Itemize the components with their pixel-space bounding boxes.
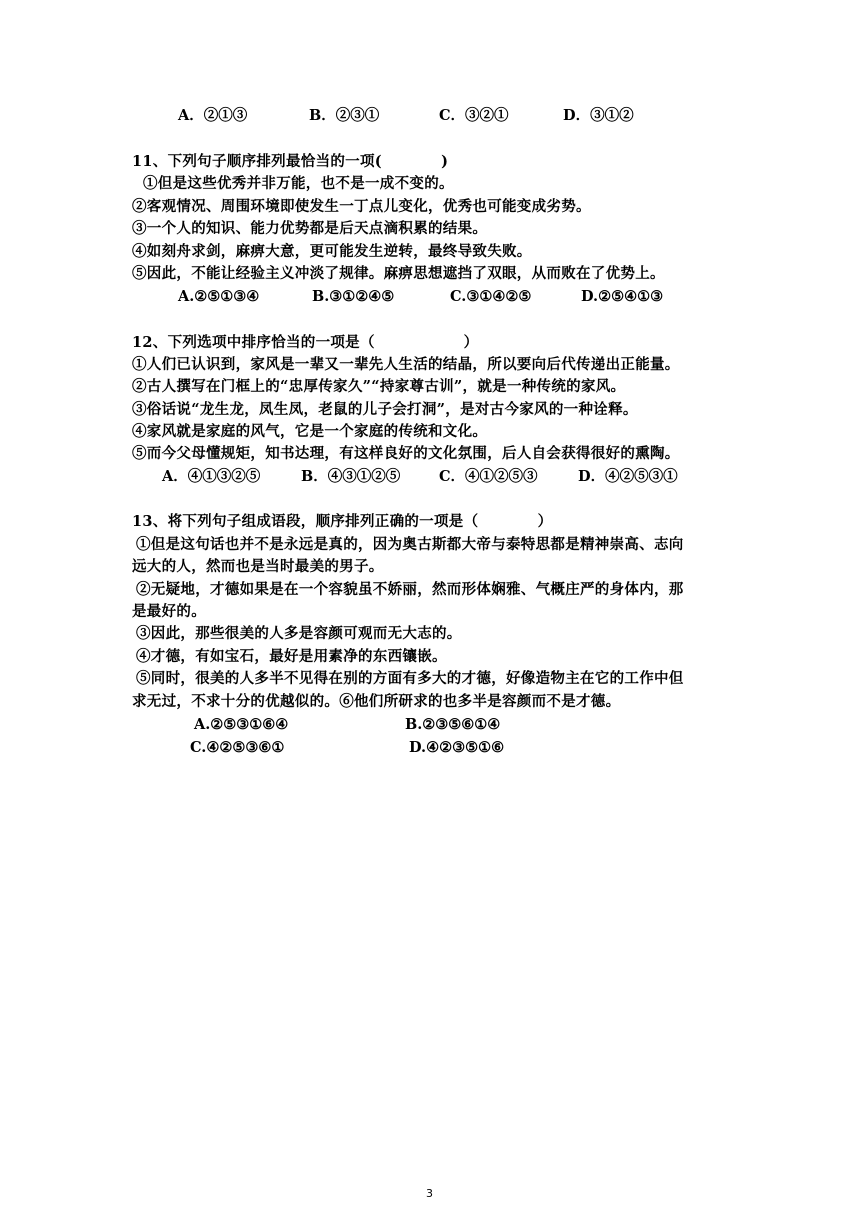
q11-line-5: ⑤因此，不能让经验主义冲淡了规律。麻痹思想遮挡了双眼，从而败在了优势上。 [132,265,665,282]
page-number: 3 [426,1187,433,1200]
q12-line-4: ④家风就是家庭的风气，它是一个家庭的传统和文化。 [132,423,488,440]
q13-line-7: ⑤同时，很美的人多半不见得在别的方面有多大的才德，好像造物主在它的工作中但 [136,670,684,687]
q11-option-a: A.②⑤①③④ [178,288,260,305]
q12-line-3: ③俗话说“龙生龙，凤生凤，老鼠的儿子会打洞”，是对古今家风的一种诠释。 [132,401,638,418]
q11-line-1: ①但是这些优秀并非万能，也不是一成不变的。 [143,175,454,192]
q13-stem: 13、将下列句子组成语段，顺序排列正确的一项是（ ） [132,513,553,530]
q13-line-1: ①但是这句话也并不是永远是真的，因为奥古斯都大帝与泰特思都是精神崇高、志向 [136,536,684,553]
q13-line-3: ②无疑地，才德如果是在一个容貌虽不娇丽，然而形体娴雅、气概庄严的身体内，那 [136,581,684,598]
q11-option-c: C.③①④②⑤ [450,288,532,305]
q11-line-3: ③一个人的知识、能力优势都是后天点滴积累的结果。 [132,220,488,237]
q12-option-a: A．④①③②⑤ [162,468,261,485]
q12-option-b: B．④③①②⑤ [301,468,401,485]
q11-option-b: B.③①②④⑤ [312,288,395,305]
q13-line-4: 是最好的。 [132,603,206,620]
q13-option-b: B.②③⑤⑥①④ [405,716,501,733]
q10-option-b: B．②③① [309,107,380,124]
q12-option-c: C．④①②⑤③ [439,468,538,485]
q12-line-2: ②古人撰写在门框上的“忠厚传家久”“持家尊古训”，就是一种传统的家风。 [132,378,626,395]
q13-option-a: A.②⑤③①⑥④ [194,716,289,733]
q10-option-a: A．②①③ [178,107,248,124]
q12-option-d: D．④②⑤③① [578,468,678,485]
q10-option-d: D．③①② [563,107,634,124]
q13-line-6: ④才德，有如宝石，最好是用素净的东西镶嵌。 [136,648,447,665]
q13-option-c: C.④②⑤③⑥① [190,739,285,756]
q10-option-c: C．③②① [439,107,509,124]
q12-stem: 12、下列选项中排序恰当的一项是（ ） [132,334,479,351]
q11-line-4: ④如刻舟求剑，麻痹大意，更可能发生逆转，最终导致失败。 [132,243,532,260]
q13-option-d: D.④②③⑤①⑥ [409,739,505,756]
q13-line-2: 远大的人，然而也是当时最美的男子。 [132,558,384,575]
q11-option-d: D.②⑤④①③ [581,288,664,305]
q13-line-5: ③因此，那些很美的人多是容颜可观而无大志的。 [136,625,462,642]
q12-line-5: ⑤而今父母懂规矩，知书达理，有这样良好的文化氛围，后人自会获得很好的熏陶。 [132,445,680,462]
q13-line-8: 求无过，不求十分的优越似的。⑥他们所研求的也多半是容颜而不是才德。 [132,693,621,710]
q12-line-1: ①人们已认识到，家风是一辈又一辈先人生活的结晶，所以要向后代传递出正能量。 [132,356,680,373]
q11-line-2: ②客观情况、周围环境即使发生一丁点儿变化，优秀也可能变成劣势。 [132,198,591,215]
q11-stem: 11、下列句子顺序排列最恰当的一项( ) [132,153,449,170]
